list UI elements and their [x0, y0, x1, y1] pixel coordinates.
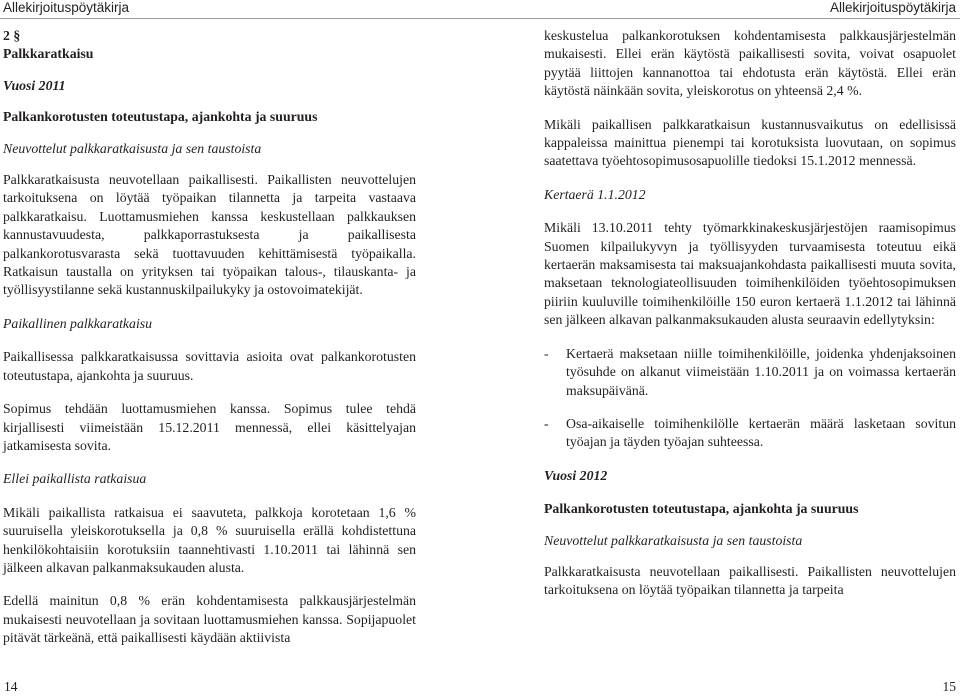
list-item	[544, 415, 956, 452]
year-heading-2012: Vuosi 2012	[544, 467, 608, 483]
heading-local-settlement: Paikallinen palkkaratkaisu	[3, 315, 153, 331]
left-column	[3, 27, 416, 648]
paragraph-local-settlement: Paikallisessa palkkaratkaisussa sovittavia asioita ovat palkankorotusten toteutustapa, ajankohta ja suuruus.	[3, 349, 416, 383]
header-divider	[0, 18, 960, 19]
paragraph-allocation: Edellä mainitun 0,8 % erän kohdentamisesta palkkausjärjestelmän mukaisesti neuvotellaan ja sovitaan luottamusmiehen kanssa. Sopijapuolet pitävät tärkeänä, että paikallisesti käydään aktiivista	[3, 593, 416, 646]
paragraph-agreement: Sopimus tehdään luottamusmiehen kanssa. Sopimus tulee tehdä kirjallisesti viimeistään 15.12.2011 mennessä, ellei käsittelyajan jatkamisesta sovita.	[3, 401, 416, 453]
paragraph-negotiations-2012: Palkkaratkaisusta neuvotellaan paikallisesti. Paikallisten neuvottelujen tarkoituksena on löytää työpaikan tilannetta ja tarpeita	[544, 563, 956, 598]
paragraph-general-raise: Mikäli paikallista ratkaisua ei saavuteta, palkkoja korotetaan 1,6 % suuruisella yleiskorotuksella ja 0,8 % suuruisella erällä kohdistettuna henkilökohtaisiin korotuksiin taannehtivasti 1.10.2011 tai lähinnä sen jälkeen alkavan palkanmaksukauden alusta.	[3, 504, 416, 575]
year-heading-2011: Vuosi 2011	[3, 77, 66, 93]
list-item-text: Osa-aikaiselle toimihenkilölle kertaerän määrä lasketaan sovitun työajan ja täyden työajan suhteessa.	[566, 415, 956, 450]
section-title: Palkkaratkaisu	[3, 46, 94, 62]
heading-lump-sum: Kertaerä 1.1.2012	[544, 186, 646, 202]
heading-no-local-settlement: Ellei paikallista ratkaisua	[3, 471, 147, 487]
list-item	[544, 345, 956, 400]
subheading-2011: Palkankorotusten toteutustapa, ajankohta ja suuruus	[3, 109, 318, 125]
page-number-right: 15	[942, 679, 956, 694]
paragraph-lump-sum: Mikäli 13.10.2011 tehty työmarkkinakeskusjärjestöjen raamisopimus Suomen kilpailukyvyn ja työllisyyden turvaamisesta toteutuu eikä kertaerän maksamisesta tai maksuajankohdasta paikallisesti muuta sovita, maksetaan teknologiateollisuuden toimihenkilöiden työehtosopimuksen piiriin kuuluville toimihenkilöille 150 euron kertaerä 1.1.2012 tai lähinnä sen jälkeen alkavan palkanmaksukauden alusta seuraavin edellytyksin:	[544, 220, 956, 328]
dash-bullet: -	[544, 345, 549, 361]
dash-bullet: -	[544, 415, 549, 431]
section-number: 2 §	[3, 28, 21, 43]
page-header	[0, 0, 960, 17]
right-column	[544, 27, 956, 600]
subtitle-2012: Neuvottelut palkkaratkaisusta ja sen taustoista	[544, 532, 803, 548]
subheading-2012: Palkankorotusten toteutustapa, ajankohta ja suuruus	[544, 501, 859, 517]
header-title-left: Allekirjoituspöytäkirja	[3, 0, 130, 15]
page-number-left: 14	[4, 679, 18, 694]
list-item-text: Kertaerä maksetaan niille toimihenkilöille, joidenka yhdenjaksoinen työsuhde on alkanut viimeistään 1.10.2011 ja on voimassa kertaerän maksupäivänä.	[566, 345, 956, 398]
header-title-right: Allekirjoituspöytäkirja	[829, 0, 956, 15]
subtitle-2011: Neuvottelut palkkaratkaisusta ja sen taustoista	[3, 140, 262, 156]
paragraph-cost-effect: Mikäli paikallisen palkkaratkaisun kustannusvaikutus on edellisissä kappaleissa mainittua pienempi tai korotuksista luovutaan, on sopimus saatettava työehtosopimusosapuolille tiedoksi 15.1.2012 mennessä.	[544, 116, 956, 169]
paragraph-negotiations: Palkkaratkaisusta neuvotellaan paikallisesti. Paikallisten neuvottelujen tarkoituksena on löytää työpaikan tilannetta ja tarpeita vastaava palkkaratkaisu. Luottamusmiehen kanssa keskustellaan palkkauksen kannustavuudesta, palkkaporrastuksesta ja paikallisesta palkankorotusvarasta sekä tuottavuuden kehittämisestä työpaikalla. Ratkaisun taustalla on yrityksen tai työpaikan talous-, tilauskanta- ja työllisyystilanne sekä kustannuskilpailukyky ja ostovoimatekijät.	[3, 172, 416, 298]
paragraph-allocation-cont: keskustelua palkankorotuksen kohdentamisesta palkkausjärjestelmän mukaisesti. Ellei erän käytöstä paikallisesti sovita, voivat osapuolet pyytää liittojen kannanottoa tai ehdotusta erän käytöstä. Ellei erän käytöstä näinkään sovita, yleiskorotus on yhteensä 2,4 %.	[544, 28, 956, 99]
